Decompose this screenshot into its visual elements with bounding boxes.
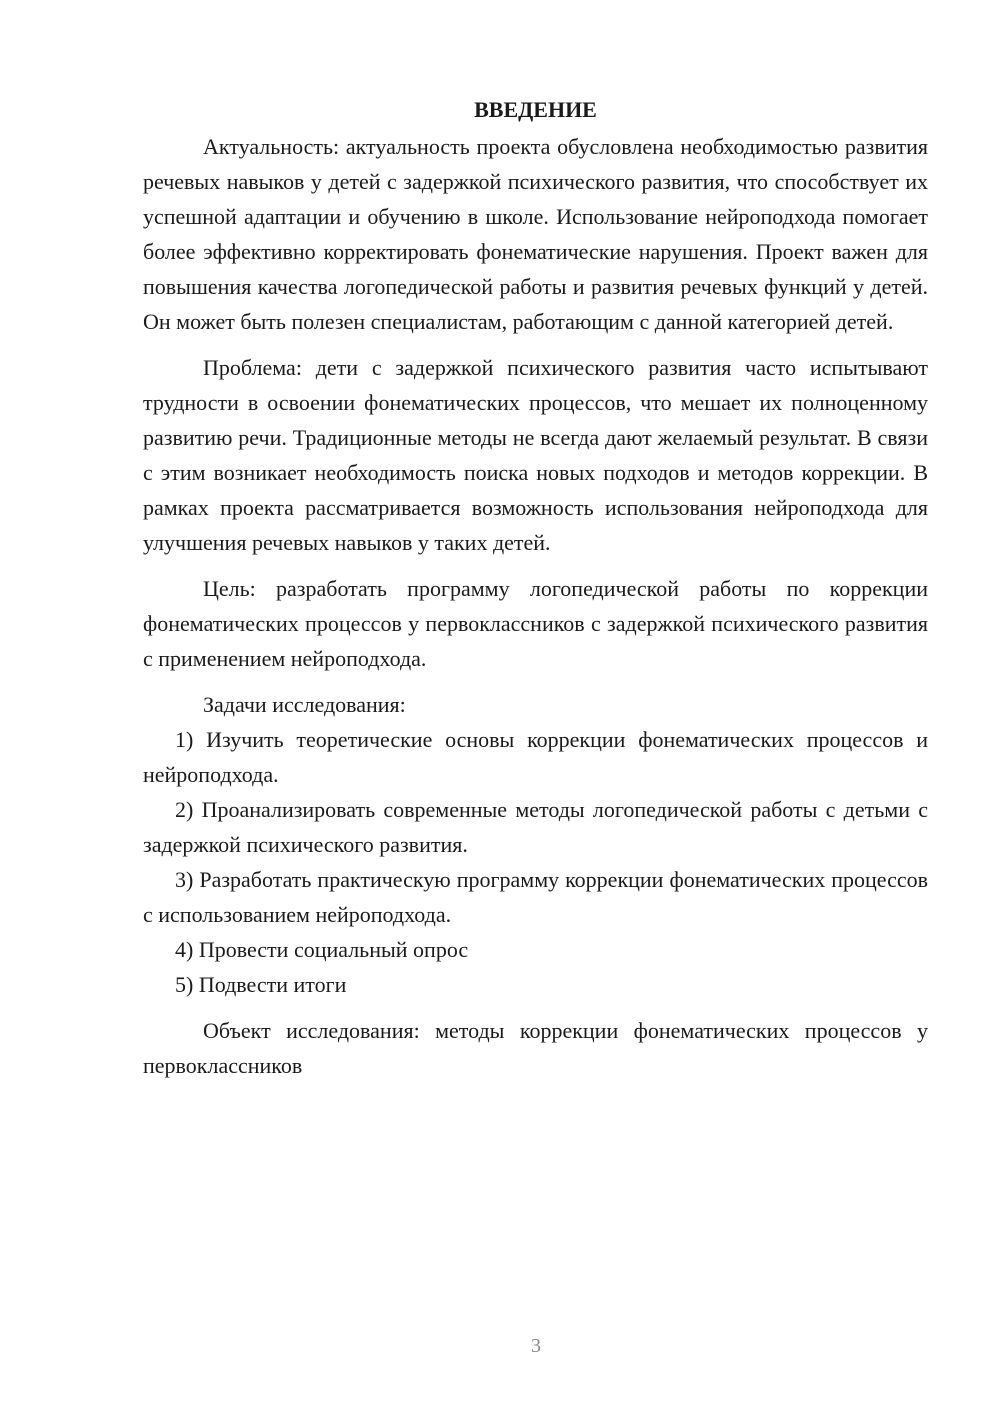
task-item-4: 4) Провести социальный опрос	[175, 937, 469, 962]
paragraph-object: Объект исследования: методы коррекции фонематических процессов у первоклассников	[143, 1018, 928, 1078]
task-item-2: 2) Проанализировать современные методы логопедической работы с детьми с задержкой психического развития.	[143, 797, 928, 857]
tasks-heading: Задачи исследования:	[203, 692, 406, 717]
paragraph-relevance: Актуальность: актуальность проекта обусловлена необходимостью развития речевых навыков у детей с задержкой психического развития, что способствует их успешной адаптации и обучению в школе. Использование нейроподхода помогает более эффективно корректировать фонематические нарушения. Проект важен для повышения качества логопедической работы и развития речевых функций у детей. Он может быть полезен специалистам, работающим с данной категорией детей.	[143, 134, 928, 334]
paragraph-problem: Проблема: дети с задержкой психического развития часто испытывают трудности в освоении фонематических процессов, что мешает их полноценному развитию речи. Традиционные методы не всегда дают желаемый результат. В связи с этим возникает необходимость поиска новых подходов и методов коррекции. В рамках проекта рассматривается возможность использования нейроподхода для улучшения речевых навыков у таких детей.	[143, 355, 928, 555]
page-content	[143, 92, 928, 1083]
task-item-5: 5) Подвести итоги	[175, 972, 347, 997]
task-item-3: 3) Разработать практическую программу коррекции фонематических процессов с использованием нейроподхода.	[143, 867, 928, 927]
paragraph-goal: Цель: разработать программу логопедической работы по коррекции фонематических процессов у первоклассников с задержкой психического развития с применением нейроподхода.	[143, 576, 928, 671]
page-number: 3	[531, 1335, 541, 1357]
page-title: ВВЕДЕНИЕ	[474, 97, 597, 122]
task-item-1: 1) Изучить теоретические основы коррекции фонематических процессов и нейроподхода.	[143, 727, 928, 787]
